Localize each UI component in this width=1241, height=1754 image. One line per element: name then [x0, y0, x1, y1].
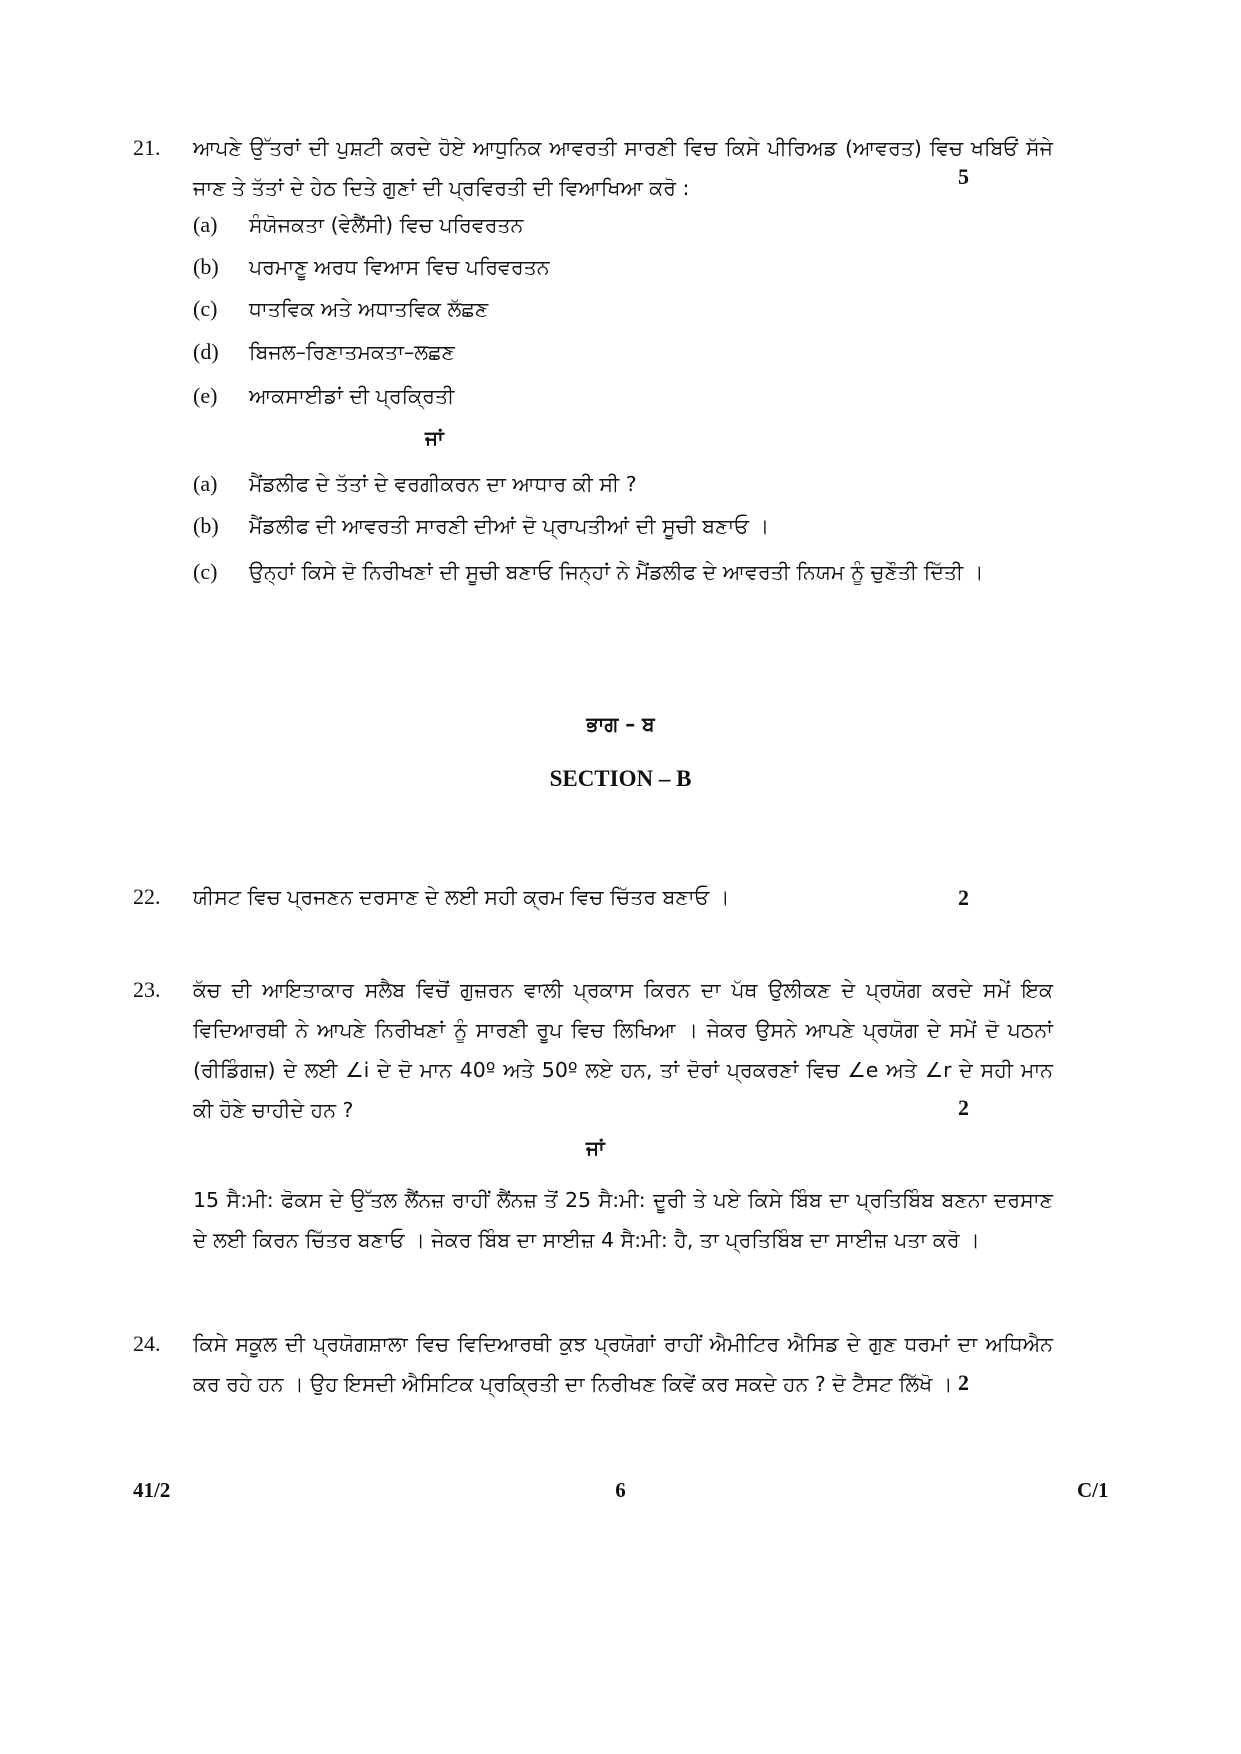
question-text: ਕਿਸੇ ਸਕੂਲ ਦੀ ਪ੍ਰਯੋਗਸ਼ਾਲਾ ਵਿਚ ਵਿਦਿਆਰਥੀ ਕੁਝ ਪ੍ਰਯੋਗਾਂ ਰਾਹੀਂ ਐਮੀਟਿਰ ਐਸਿਡ ਦੇ ਗੁਣ ਧਰਮਾਂ ਦਾ ਅਧਿਐਨ ਕਰ ਰਹੇ ਹਨ । ਉਹ ਇਸਦੀ ਐਸਿਟਿਕ ਪ੍ਰਕ੍ਰਿਤੀ ਦਾ ਨਿਰੀਖਣ ਕਿਵੇਂ ਕਰ ਸਕਦੇ ਹਨ ? ਦੋ ਟੈਸਟ ਲਿੱਖੋ ।: [193, 1332, 1053, 1396]
q21-option-c: [193, 293, 488, 325]
option-text: ਧਾਤਵਿਕ ਅਤੇ ਅਧਾਤਵਿਕ ਲੱਛਣ: [249, 297, 489, 321]
option-text: ਮੈਂਡਲੀਫ ਦੀ ਆਵਰਤੀ ਸਾਰਣੀ ਦੀਆਂ ਦੋ ਪ੍ਰਾਪਤੀਆਂ ਦੀ ਸੂਚੀ ਬਣਾਓ ।: [249, 514, 770, 538]
question-22: [133, 877, 1123, 917]
question-text: ਕੱਚ ਦੀ ਆਇਤਾਕਾਰ ਸਲੈਬ ਵਿਚੋਂ ਗੁਜ਼ਰਨ ਵਾਲੀ ਪ੍ਰਕਾਸ ਕਿਰਨ ਦਾ ਪੱਥ ਉਲੀਕਣ ਦੇ ਪ੍ਰਯੋਗ ਕਰਦੇ ਸਮੇਂ ਇਕ ਵਿਦਿਆਰਥੀ ਨੇ ਆਪਣੇ ਨਿਰੀਖਣਾਂ ਨੂੰ ਸਾਰਣੀ ਰੂਪ ਵਿਚ ਲਿਖਿਆ । ਜੇਕਰ ਉਸਨੇ ਆਪਣੇ ਪ੍ਰਯੋਗ ਦੇ ਸਮੇਂ ਦੋ ਪਠਨਾਂ (ਰੀਡਿੰਗਜ਼) ਦੇ ਲਈ ∠i ਦੇ ਦੋ ਮਾਨ 40º ਅਤੇ 50º ਲਏ ਹਨ, ਤਾਂ ਦੋਰਾਂ ਪ੍ਰਕਰਣਾਂ ਵਿਚ ∠e ਅਤੇ ∠r ਦੇ ਸਹੀ ਮਾਨ ਕੀ ਹੋਣੇ ਚਾਹੀਦੇ ਹਨ ?: [193, 978, 1053, 1122]
question-24: [133, 1324, 1123, 1404]
question-text: ਯੀਸਟ ਵਿਚ ਪ੍ਰਜਣਨ ਦਰਸਾਣ ਦੇ ਲਈ ਸਹੀ ਕ੍ਰਮ ਵਿਚ ਚਿੱਤਰ ਬਣਾਓ ।: [193, 885, 730, 909]
q21-alt-option-c: [193, 556, 984, 588]
footer-page-number: 6: [615, 1478, 626, 1502]
or-label-q21: ਜਾਂ: [425, 426, 444, 450]
question-number: 22.: [133, 884, 161, 909]
footer-paper-code: 41/2: [133, 1478, 171, 1502]
q21-option-a: [193, 209, 523, 241]
q21-alt-option-b: [193, 510, 769, 542]
option-text: ਮੈਂਡਲੀਫ ਦੇ ਤੱਤਾਂ ਦੇ ਵਰਗੀਕਰਨ ਦਾ ਆਧਾਰ ਕੀ ਸੀ ?: [249, 472, 637, 496]
option-text: ਬਿਜਲ–ਰਿਣਾਤਮਕਤਾ–ਲਛਣ: [249, 340, 455, 364]
section-heading-english: SECTION – B: [549, 766, 692, 791]
q21-alt-option-a: [193, 468, 637, 500]
question-23-alternative: [133, 1180, 1123, 1260]
footer-set-code: C/1: [1077, 1478, 1109, 1502]
q21-option-d: [193, 336, 455, 368]
option-label: (a): [193, 471, 218, 496]
option-label: (b): [193, 254, 219, 279]
section-heading-punjabi: ਭਾਗ – ਬ: [586, 712, 655, 736]
marks-q21: 5: [958, 164, 969, 189]
question-number: 21.: [133, 135, 161, 160]
question-23: [133, 970, 1123, 1130]
question-21: [133, 128, 1123, 208]
alternative-question-text: 15 ਸੈ:ਮੀ: ਫੋਕਸ ਦੇ ਉੱਤਲ ਲੈਂਨਜ਼ ਰਾਹੀਂ ਲੈਂਨਜ਼ ਤੋਂ 25 ਸੈ:ਮੀ: ਦੂਰੀ ਤੇ ਪਏ ਕਿਸੇ ਬਿੰਬ ਦਾ ਪ੍ਰਤਿਬਿੰਬ ਬਣਨਾ ਦਰਸਾਣ ਦੇ ਲਈ ਕਿਰਨ ਚਿੱਤਰ ਬਣਾਓ । ਜੇਕਰ ਬਿੰਬ ਦਾ ਸਾਈਜ਼ 4 ਸੈ:ਮੀ: ਹੈ, ਤਾ ਪ੍ਰਤਿਬਿੰਬ ਦਾ ਸਾਈਜ਼ ਪਤਾ ਕਰੋ ।: [193, 1188, 1053, 1252]
question-number: 23.: [133, 977, 161, 1002]
option-text: ਆਕਸਾਈਡਾਂ ਦੀ ਪ੍ਰਕ੍ਰਿਤੀ: [249, 384, 455, 408]
option-text: ਸੰਯੋਜਕਤਾ (ਵੇਲੈਂਸੀ) ਵਿਚ ਪਰਿਵਰਤਨ: [249, 213, 524, 237]
option-text: ਪਰਮਾਣੂ ਅਰਧ ਵਿਆਸ ਵਿਚ ਪਰਿਵਰਤਨ: [249, 255, 550, 279]
option-label: (b): [193, 513, 219, 538]
option-label: (e): [193, 383, 218, 408]
q21-option-b: [193, 251, 550, 283]
option-label: (c): [193, 559, 218, 584]
option-label: (a): [193, 212, 218, 237]
marks-q22: 2: [958, 885, 969, 910]
question-number: 24.: [133, 1331, 161, 1356]
question-text: ਆਪਣੇ ਉੱਤਰਾਂ ਦੀ ਪੁਸ਼ਟੀ ਕਰਦੇ ਹੋਏ ਆਧੁਨਿਕ ਆਵਰਤੀ ਸਾਰਣੀ ਵਿਚ ਕਿਸੇ ਪੀਰਿਅਡ (ਆਵਰਤ) ਵਿਚ ਖਬਿਓਂ ਸੱਜੇ ਜਾਣ ਤੇ ਤੱਤਾਂ ਦੇ ਹੇਠ ਦਿਤੇ ਗੁਣਾਂ ਦੀ ਪ੍ਰਵਿਰਤੀ ਦੀ ਵਿਆਖਿਆ ਕਰੋ :: [193, 136, 1053, 200]
marks-q23: 2: [958, 1095, 969, 1120]
option-text: ਉਨ੍ਹਾਂ ਕਿਸੇ ਦੋ ਨਿਰੀਖਣਾਂ ਦੀ ਸੂਚੀ ਬਣਾਓ ਜਿਨ੍ਹਾਂ ਨੇ ਮੈਂਡਲੀਫ ਦੇ ਆਵਰਤੀ ਨਿਯਮ ਨੂੰ ਚੁਣੌਤੀ ਦਿੱਤੀ ।: [249, 560, 984, 584]
q21-option-e: [193, 380, 454, 412]
option-label: (d): [193, 339, 219, 364]
option-label: (c): [193, 296, 218, 321]
marks-q24: 2: [958, 1370, 969, 1395]
or-label-q23: ਜਾਂ: [586, 1136, 605, 1160]
